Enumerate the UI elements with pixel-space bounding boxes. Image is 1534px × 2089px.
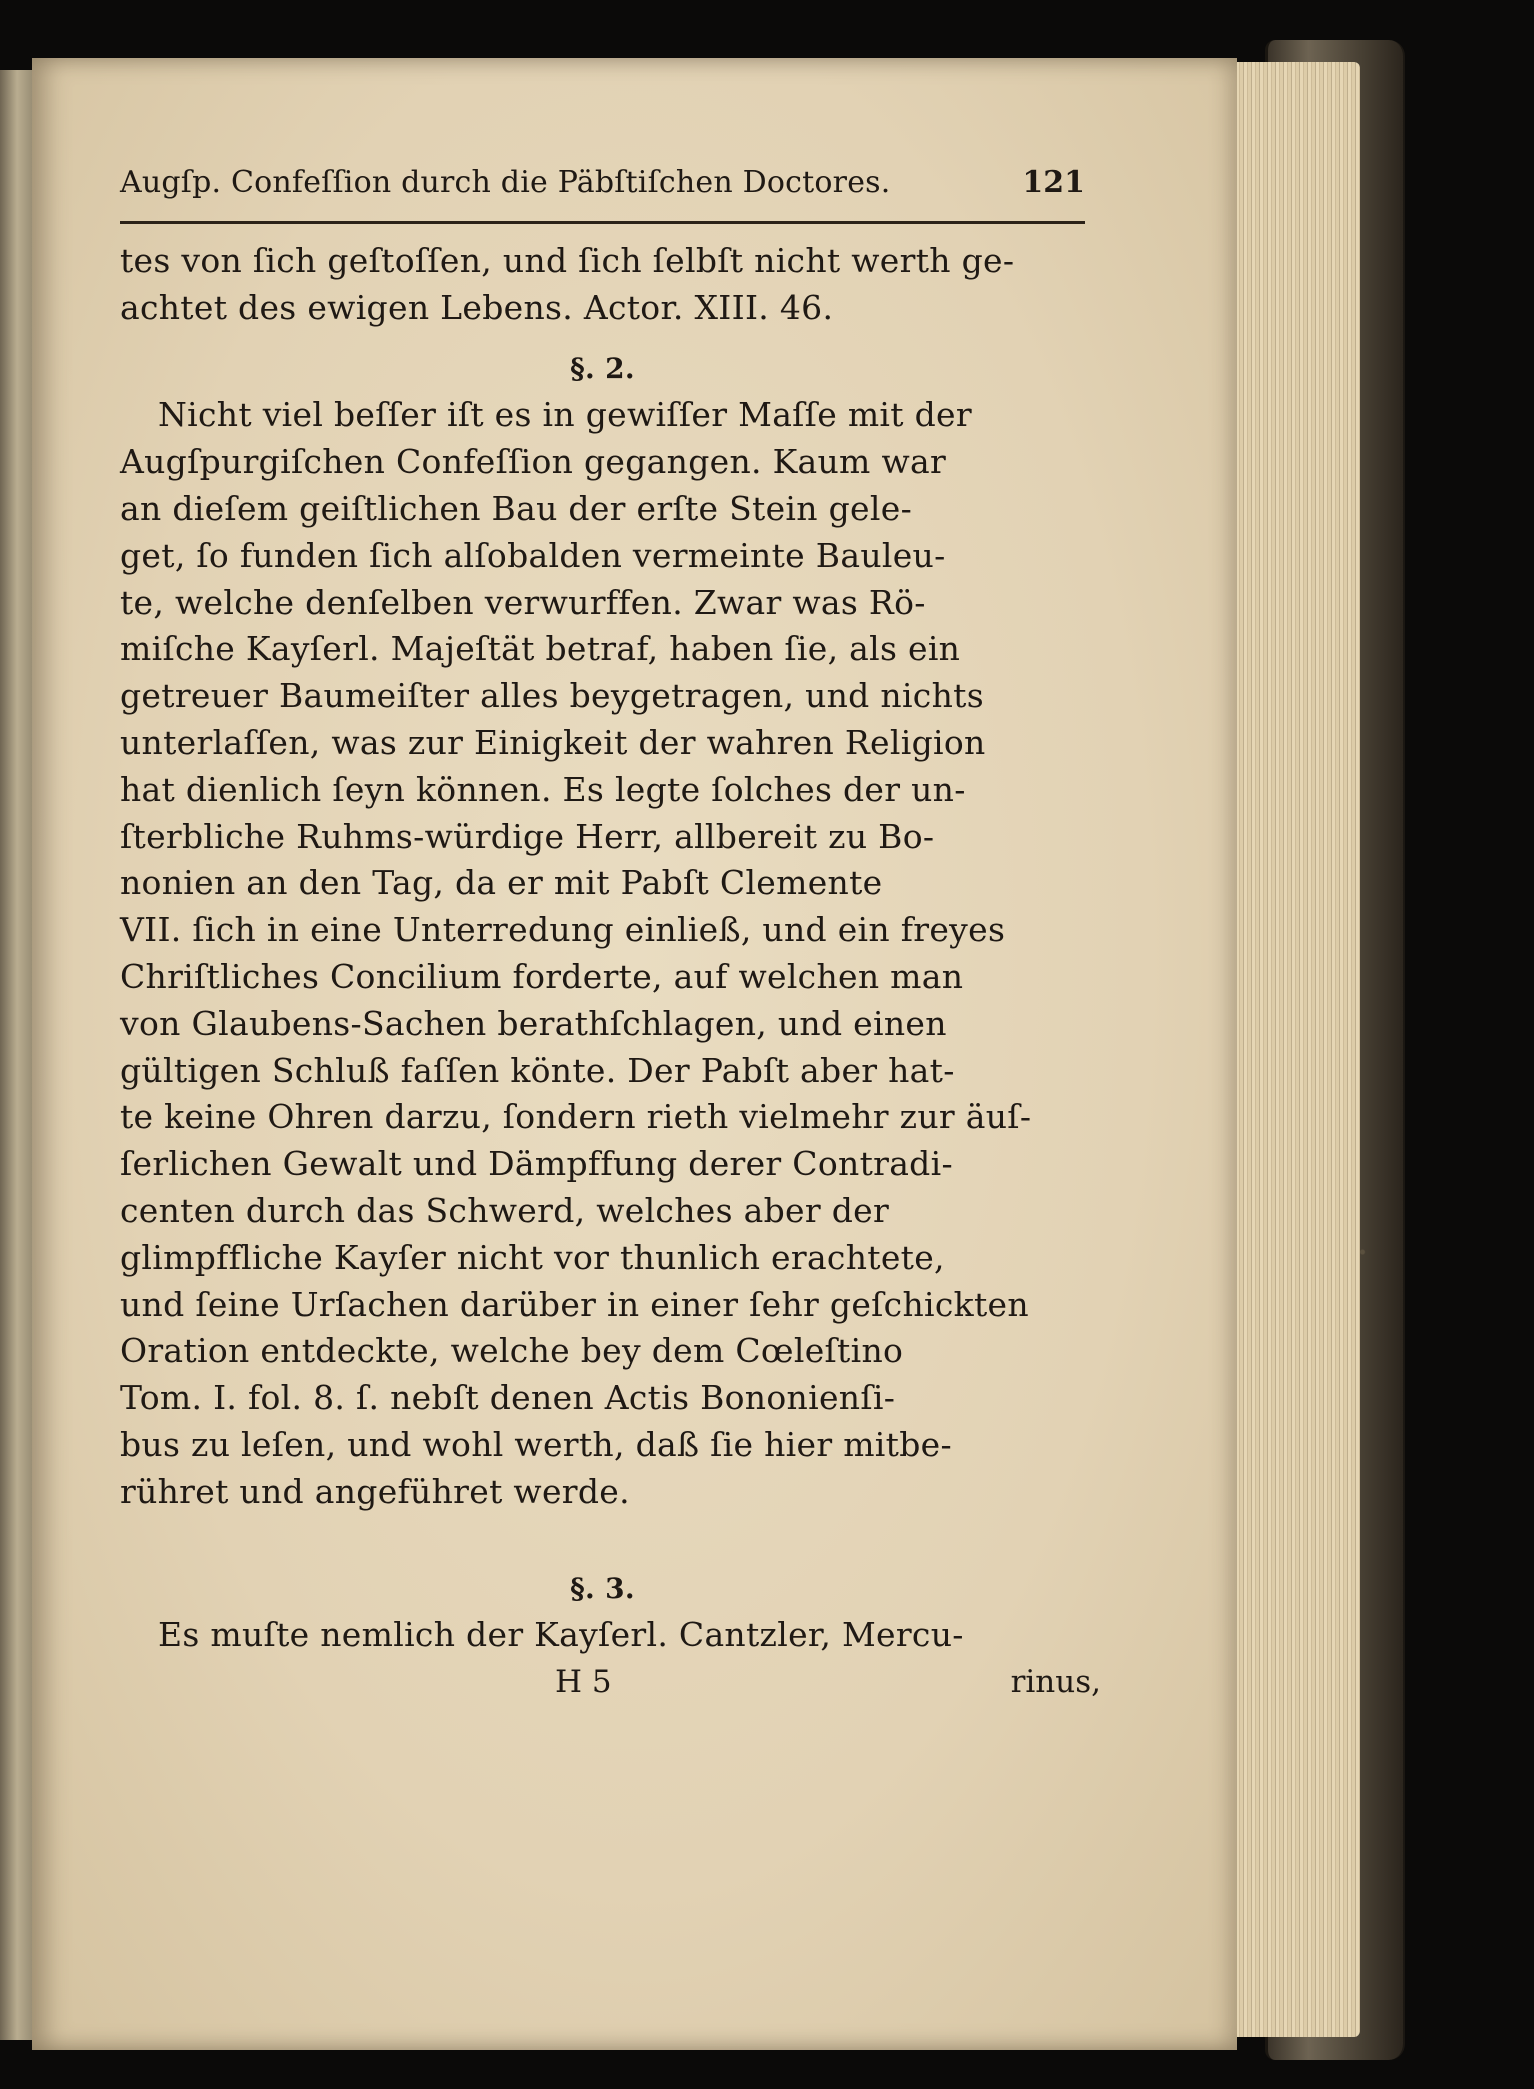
text-line: te, welche denſelben verwurffen. Zwar was Rö- (120, 582, 926, 622)
text-line: von Glaubens-Sachen berathſchlagen, und einen (120, 1003, 947, 1043)
text-line: achtet des ewigen Lebens. Actor. XIII. 46. (120, 287, 834, 327)
page-number: 121 (1022, 165, 1085, 200)
running-head (120, 153, 1085, 213)
spacer (120, 332, 1085, 346)
text-line: hat dienlich ſeyn können. Es legte ſolches der un- (120, 769, 966, 809)
text-line: get, ſo funden ſich alſobalden vermeinte Bauleu- (120, 535, 946, 575)
text-block (120, 153, 1101, 1705)
text-line: Chriſtliches Concilium forderte, auf welchen man (120, 956, 964, 996)
text-line: an dieſem geiſtlichen Bau der erſte Stein gele- (120, 488, 913, 528)
text-line: nonien an den Tag, da er mit Pabſt Clemente (120, 863, 883, 903)
text-line: miſche Kayſerl. Majeſtät betraf, haben ſie, als ein (120, 629, 961, 669)
text-line: glimpffliche Kayſer nicht vor thunlich erachtete, (120, 1237, 945, 1277)
text-line: gültigen Schluß faſſen könte. Der Pabſt aber hat- (120, 1050, 955, 1090)
text-line: und ſeine Urſachen darüber in einer ſehr geſchickten (120, 1284, 1029, 1324)
page-footer (120, 1659, 1101, 1705)
text-line: Oration entdeckte, welche bey dem Cœleſtino (120, 1331, 904, 1371)
text-line: Augſpurgiſchen Confeſſion gegangen. Kaum war (120, 442, 947, 482)
paragraph-first-line: Es muſte nemlich der Kayſerl. Cantzler, Mercu- (158, 1615, 964, 1655)
running-head-title: Augſp. Confeſſion durch die Päbſtiſchen Doctores. (120, 165, 891, 200)
page-block-edges (1220, 62, 1360, 2037)
text-line: VII. ſich in eine Unterredung einließ, und ein freyes (120, 910, 1006, 950)
text-line: te keine Ohren darzu, ſondern rieth vielmehr zur äuſ- (120, 1097, 1032, 1137)
section-heading: §. 3. (570, 1571, 635, 1605)
text-line: getreuer Baumeiſter alles beygetragen, und nichts (120, 676, 984, 716)
text-line: ſterbliche Ruhms-würdige Herr, allbereit zu Bo- (120, 816, 935, 856)
text-line: Tom. I. fol. 8. ſ. nebſt denen Actis Bononienſi- (120, 1378, 896, 1418)
catchword: rinus, (1010, 1664, 1101, 1701)
text-line: bus zu leſen, und wohl werth, daß ſie hier mitbe- (120, 1424, 952, 1464)
text-line: centen durch das Schwerd, welches aber der (120, 1190, 890, 1230)
text-line: unterlaſſen, was zur Einigkeit der wahren Religion (120, 722, 986, 762)
spacer (120, 1516, 1085, 1566)
paragraph-first-line: Nicht viel beſſer iſt es in gewiſſer Maſſe mit der (158, 395, 972, 435)
text-line: rühret und angeführet werde. (120, 1471, 630, 1511)
book-page (32, 58, 1237, 2050)
text-line: ſerlichen Gewalt und Dämpffung derer Contradi- (120, 1144, 953, 1184)
signature-mark: H 5 (555, 1664, 612, 1701)
head-rule (120, 221, 1085, 224)
section-heading: §. 2. (570, 351, 635, 385)
text-line: tes von ſich geſtoſſen, und ſich ſelbſt nicht werth ge- (120, 241, 1015, 280)
